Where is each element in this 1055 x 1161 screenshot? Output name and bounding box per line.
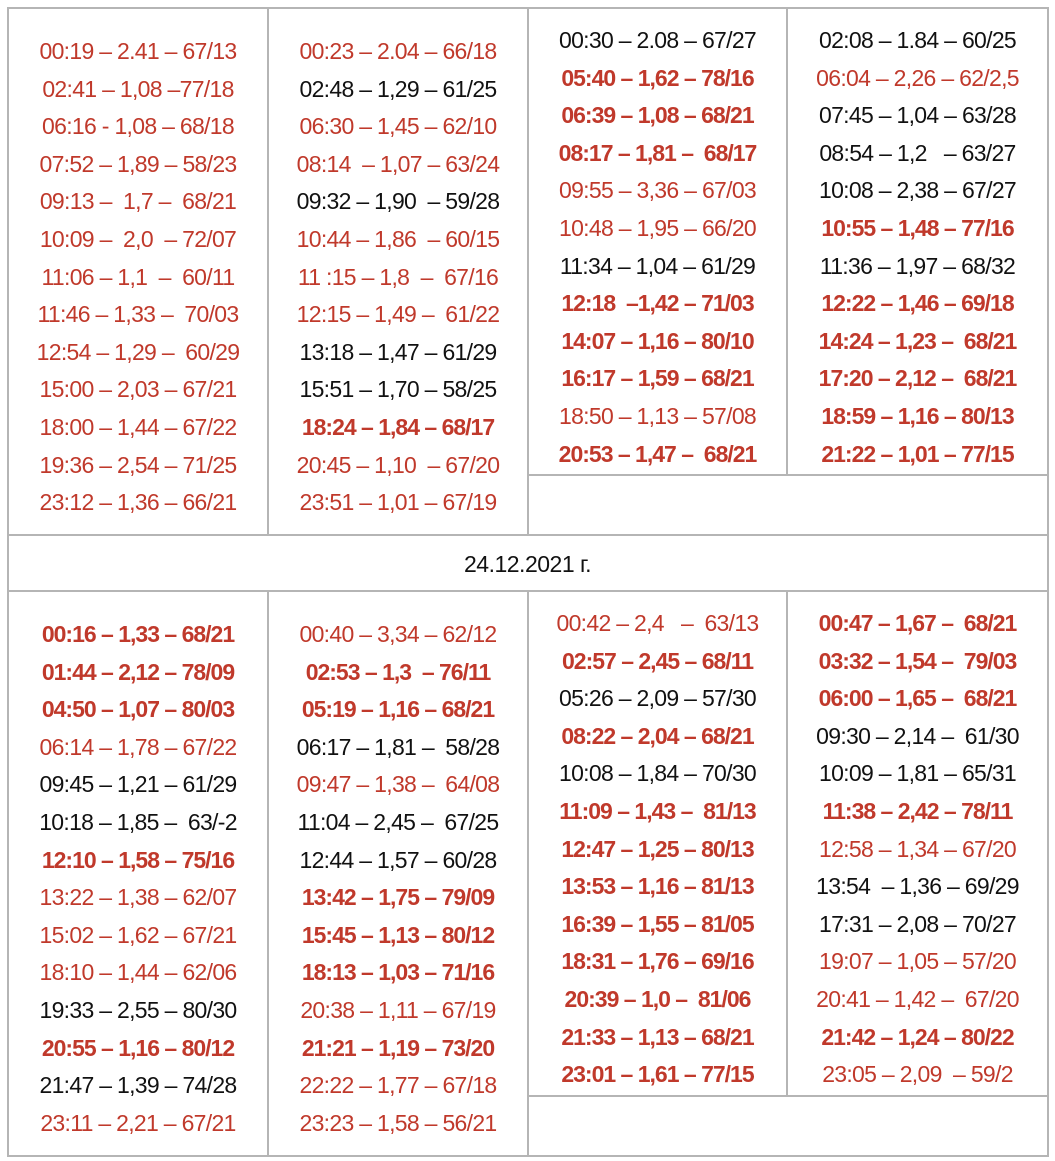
list-item: 18:24 – 1,84 – 68/17 [301, 413, 495, 440]
list-item: 13:18 – 1,47 – 61/29 [299, 338, 497, 365]
list-item: 06:04 – 2,26 – 62/2,5 [816, 64, 1019, 91]
list-item: 12:18 –1,42 – 71/03 [561, 290, 754, 317]
list-item: 16:39 – 1,55 – 81/05 [561, 910, 754, 937]
list-item: 10:55 – 1,48 – 77/16 [821, 214, 1014, 241]
list-item: 21:21 – 1,19 – 73/20 [301, 1034, 495, 1061]
list-item: 13:42 – 1,75 – 79/09 [301, 884, 495, 911]
list-item: 13:53 – 1,16 – 81/13 [561, 873, 754, 900]
list-item: 11:06 – 1,1 – 60/11 [41, 263, 235, 290]
list-item: 07:52 – 1,89 – 58/23 [39, 150, 237, 177]
list-item: 16:17 – 1,59 – 68/21 [561, 365, 754, 392]
list-item: 09:32 – 1,90 – 59/28 [296, 188, 500, 215]
list-item: 21:22 – 1,01 – 77/15 [821, 440, 1014, 467]
list-item: 08:22 – 2,04 – 68/21 [561, 722, 754, 749]
section2-column-4 [788, 605, 1047, 1094]
list-item: 18:31 – 1,76 – 69/16 [561, 948, 754, 975]
section2-column-1 [9, 616, 267, 1142]
date-label: 24.12.2021 г. [464, 551, 591, 577]
list-item: 15:45 – 1,13 – 80/12 [301, 921, 495, 948]
list-item: 00:47 – 1,67 – 68/21 [818, 610, 1017, 636]
list-item: 11:04 – 2,45 – 67/25 [297, 808, 499, 835]
list-item: 11:09 – 1,43 – 81/13 [559, 797, 756, 824]
list-item: 14:07 – 1,16 – 80/10 [561, 327, 754, 354]
section1-column-4 [788, 22, 1047, 473]
list-item: 10:44 – 1,86 – 60/15 [296, 225, 500, 252]
list-item: 02:53 – 1,3 – 76/11 [305, 658, 491, 685]
list-item: 03:32 – 1,54 – 79/03 [818, 647, 1017, 674]
list-item: 04:50 – 1,07 – 80/03 [41, 696, 235, 723]
list-item: 21:33 – 1,13 – 68/21 [561, 1023, 754, 1050]
list-item: 06:16 - 1,08 – 68/18 [42, 113, 234, 140]
list-item: 20:45 – 1,10 – 67/20 [296, 451, 500, 478]
list-item: 07:45 – 1,04 – 63/28 [818, 102, 1017, 129]
list-item: 19:33 – 2,55 – 80/30 [39, 996, 237, 1023]
list-item: 00:40 – 3,34 – 62/12 [299, 621, 497, 647]
list-item: 09:55 – 3,36 – 67/03 [558, 177, 757, 204]
section1-column-3 [529, 22, 786, 473]
list-item: 21:42 – 1,24 – 80/22 [821, 1023, 1014, 1050]
list-item: 08:54 – 1,2 – 63/27 [819, 139, 1016, 166]
list-item: 06:00 – 1,65 – 68/21 [818, 685, 1017, 712]
list-item: 09:47 – 1,38 – 64/08 [296, 771, 500, 798]
list-item: 22:22 – 1,77 – 67/18 [299, 1072, 497, 1099]
list-item: 10:18 – 1,85 – 63/-2 [39, 808, 237, 835]
list-item: 17:31 – 2,08 – 70/27 [818, 910, 1017, 937]
list-item: 00:19 – 2.41 – 67/13 [39, 38, 237, 64]
list-item: 05:26 – 2,09 – 57/30 [558, 685, 757, 712]
list-item: 09:30 – 2,14 – 61/30 [816, 722, 1019, 749]
list-item: 20:39 – 1,0 – 81/06 [564, 985, 751, 1012]
list-item: 08:14 – 1,07 – 63/24 [296, 150, 500, 177]
list-item: 11 :15 – 1,8 – 67/16 [297, 263, 499, 290]
list-item: 02:48 – 1,29 – 61/25 [299, 75, 497, 102]
list-item: 13:54 – 1,36 – 69/29 [816, 873, 1019, 900]
list-item: 23:51 – 1,01 – 67/19 [299, 489, 497, 516]
list-item: 20:55 – 1,16 – 80/12 [41, 1034, 235, 1061]
list-item: 06:30 – 1,45 – 62/10 [299, 113, 497, 140]
list-item: 18:59 – 1,16 – 80/13 [821, 402, 1014, 429]
list-item: 12:10 – 1,58 – 75/16 [41, 846, 235, 873]
list-item: 23:01 – 1,61 – 77/15 [561, 1061, 754, 1088]
list-item: 00:30 – 2.08 – 67/27 [558, 27, 757, 53]
list-item: 08:17 – 1,81 – 68/17 [558, 139, 757, 166]
list-item: 09:45 – 1,21 – 61/29 [39, 771, 237, 798]
list-item: 18:50 – 1,13 – 57/08 [558, 402, 757, 429]
list-item: 10:48 – 1,95 – 66/20 [558, 214, 757, 241]
list-item: 23:11 – 2,21 – 67/21 [40, 1109, 236, 1136]
list-item: 20:53 – 1,47 – 68/21 [558, 440, 757, 467]
list-item: 15:00 – 2,03 – 67/21 [39, 376, 237, 403]
list-item: 19:07 – 1,05 – 57/20 [818, 948, 1017, 975]
list-item: 12:54 – 1,29 – 60/29 [36, 338, 240, 365]
list-item: 23:05 – 2,09 – 59/2 [822, 1061, 1013, 1088]
list-item: 02:57 – 2,45 – 68/11 [561, 647, 754, 674]
list-item: 00:16 – 1,33 – 68/21 [41, 621, 235, 647]
divider [527, 1095, 1049, 1097]
list-item: 06:14 – 1,78 – 67/22 [39, 733, 237, 760]
section2-column-3 [529, 605, 786, 1094]
list-item: 06:39 – 1,08 – 68/21 [561, 102, 754, 129]
list-item: 06:17 – 1,81 – 58/28 [296, 733, 500, 760]
list-item: 10:09 – 1,81 – 65/31 [818, 760, 1017, 787]
list-item: 18:00 – 1,44 – 67/22 [39, 413, 237, 440]
list-item: 12:15 – 1,49 – 61/22 [296, 301, 500, 328]
list-item: 02:41 – 1,08 –77/18 [42, 75, 234, 102]
list-item: 10:08 – 1,84 – 70/30 [558, 760, 757, 787]
list-item: 20:41 – 1,42 – 67/20 [816, 985, 1019, 1012]
list-item: 09:13 – 1,7 – 68/21 [39, 188, 237, 215]
list-item: 01:44 – 2,12 – 78/09 [41, 658, 235, 685]
section1-column-2 [269, 33, 527, 522]
list-item: 10:09 – 2,0 – 72/07 [39, 225, 237, 252]
list-item: 11:46 – 1,33 – 70/03 [37, 301, 239, 328]
list-item: 17:20 – 2,12 – 68/21 [818, 365, 1017, 392]
list-item: 21:47 – 1,39 – 74/28 [39, 1072, 237, 1099]
list-item: 02:08 – 1.84 – 60/25 [818, 27, 1017, 53]
list-item: 12:58 – 1,34 – 67/20 [818, 835, 1017, 862]
list-item: 20:38 – 1,11 – 67/19 [300, 996, 496, 1023]
list-item: 13:22 – 1,38 – 62/07 [39, 884, 237, 911]
list-item: 12:44 – 1,57 – 60/28 [299, 846, 497, 873]
list-item: 05:40 – 1,62 – 78/16 [561, 64, 754, 91]
list-item: 15:51 – 1,70 – 58/25 [299, 376, 497, 403]
list-item: 00:42 – 2,4 – 63/13 [556, 610, 759, 636]
list-item: 11:38 – 2,42 – 78/11 [822, 797, 1013, 824]
list-item: 18:13 – 1,03 – 71/16 [301, 959, 495, 986]
list-item: 12:47 – 1,25 – 80/13 [561, 835, 754, 862]
list-item: 14:24 – 1,23 – 68/21 [818, 327, 1017, 354]
list-item: 12:22 – 1,46 – 69/18 [821, 290, 1014, 317]
divider [527, 474, 1049, 476]
list-item: 05:19 – 1,16 – 68/21 [301, 696, 495, 723]
list-item: 23:12 – 1,36 – 66/21 [39, 489, 237, 516]
list-item: 15:02 – 1,62 – 67/21 [39, 921, 237, 948]
section1-column-1 [9, 33, 267, 522]
list-item: 11:34 – 1,04 – 61/29 [559, 252, 756, 279]
section2-column-2 [269, 616, 527, 1142]
list-item: 10:08 – 2,38 – 67/27 [818, 177, 1017, 204]
list-item: 18:10 – 1,44 – 62/06 [39, 959, 237, 986]
list-item: 23:23 – 1,58 – 56/21 [299, 1109, 497, 1136]
list-item: 19:36 – 2,54 – 71/25 [39, 451, 237, 478]
list-item: 00:23 – 2.04 – 66/18 [299, 38, 497, 64]
list-item: 11:36 – 1,97 – 68/32 [819, 252, 1016, 279]
